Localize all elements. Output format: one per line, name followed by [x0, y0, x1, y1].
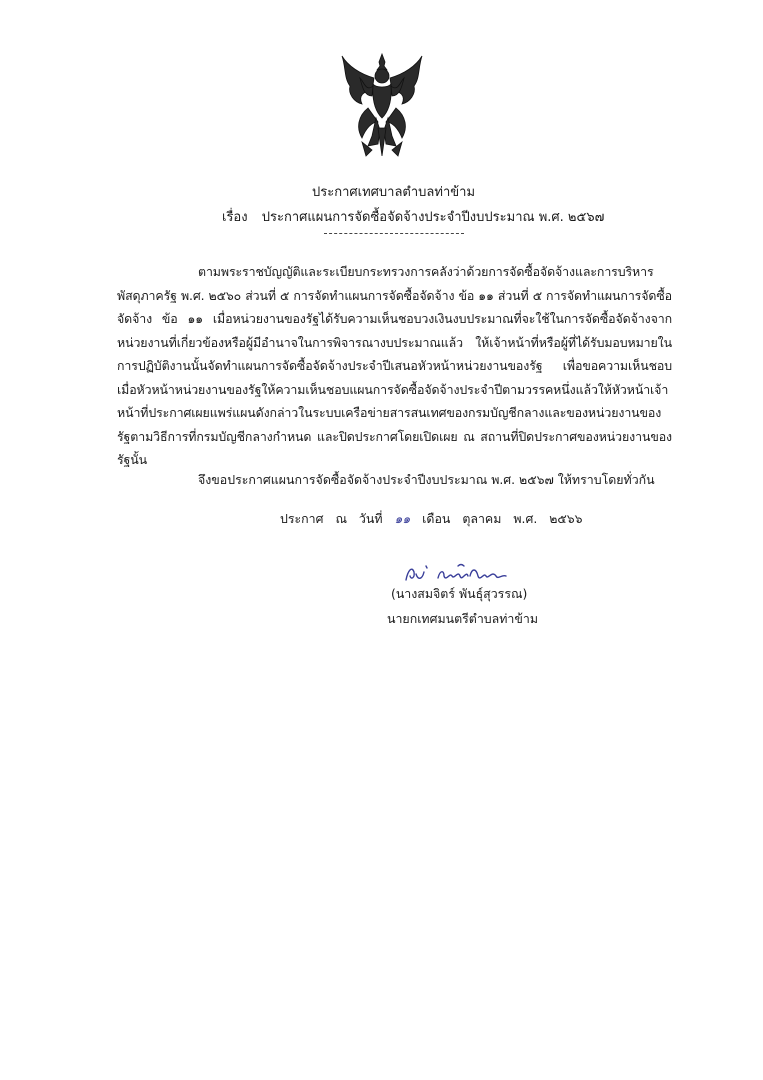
announcement-title: ประกาศเทศบาลตำบลท่าข้าม: [312, 185, 476, 200]
month-label: เดือน: [422, 511, 451, 526]
day-label: วันที่: [358, 511, 383, 526]
month-value: ตุลาคม: [462, 511, 502, 526]
announce-label: ประกาศ: [280, 511, 324, 526]
announcement-subject: [222, 206, 604, 227]
at-label: ณ: [335, 511, 347, 526]
signer-position: นายกเทศมนตรีตำบลท่าข้าม: [387, 611, 538, 626]
garuda-emblem-icon: [338, 52, 426, 160]
day-value: ๑๑: [394, 511, 411, 526]
body-paragraph: ตามพระราชบัญญัติและระเบียบกระทรวงการคลังว่าด้วยการจัดซื้อจัดจ้างและการบริหารพัสดุภาครัฐ พ.ศ. ๒๕๖๐ ส่วนที่ ๕ การจัดทำแผนการจัดซื้อจัดจ้าง ข้อ ๑๑ ส่วนที่ ๕ การจัดทำแผนการจัดซื้อจัดจ้าง ข้อ ๑๑ เมื่อหน่วยงานของรัฐได้รับความเห็นชอบวงเงินงบประมาณที่จะใช้ในการจัดซื้อจัดจ้างจากหน่วยงานที่เกี่ยวข้องหรือผู้มีอำนาจในการพิจารณางบประมาณแล้ว ให้เจ้าหน้าที่หรือผู้ที่ได้รับมอบหมายในการปฏิบัติงานนั้นจัดทำแผนการจัดซื้อจัดจ้างประจำปีเสนอหัวหน้าหน่วยงานของรัฐ เพื่อขอความเห็นชอบ เมื่อหัวหน้าหน่วยงานของรัฐให้ความเห็นชอบแผนการจัดซื้อจัดจ้างประจำปีตามวรรคหนึ่งแล้วให้หัวหน้าเจ้าหน้าที่ประกาศเผยแพร่แผนดังกล่าวในระบบเครือข่ายสารสนเทศของกรมบัญชีกลางและของหน่วยงานของรัฐตามวิธีการที่กรมบัญชีกลางกำหนด และปิดประกาศโดยเปิดเผย ณ สถานที่ปิดประกาศของหน่วยงานของรัฐนั้น: [117, 264, 672, 467]
closing-statement: จึงขอประกาศแผนการจัดซื้อจัดจ้างประจำปีงบประมาณ พ.ศ. ๒๕๖๗ ให้ทราบโดยทั่วกัน: [198, 472, 655, 487]
subject-text: ประกาศแผนการจัดซื้อจัดจ้างประจำปีงบประมาณ พ.ศ. ๒๕๖๗: [261, 210, 605, 225]
handwritten-signature: [402, 560, 522, 586]
announcement-date: [280, 510, 591, 529]
signer-name: (นางสมจิตร์ พันธุ์สุวรรณ): [391, 586, 528, 601]
subject-label: เรื่อง: [222, 210, 248, 225]
year-value: ๒๕๖๖: [549, 511, 583, 526]
title-divider: [324, 233, 464, 234]
year-label: พ.ศ.: [513, 511, 538, 526]
